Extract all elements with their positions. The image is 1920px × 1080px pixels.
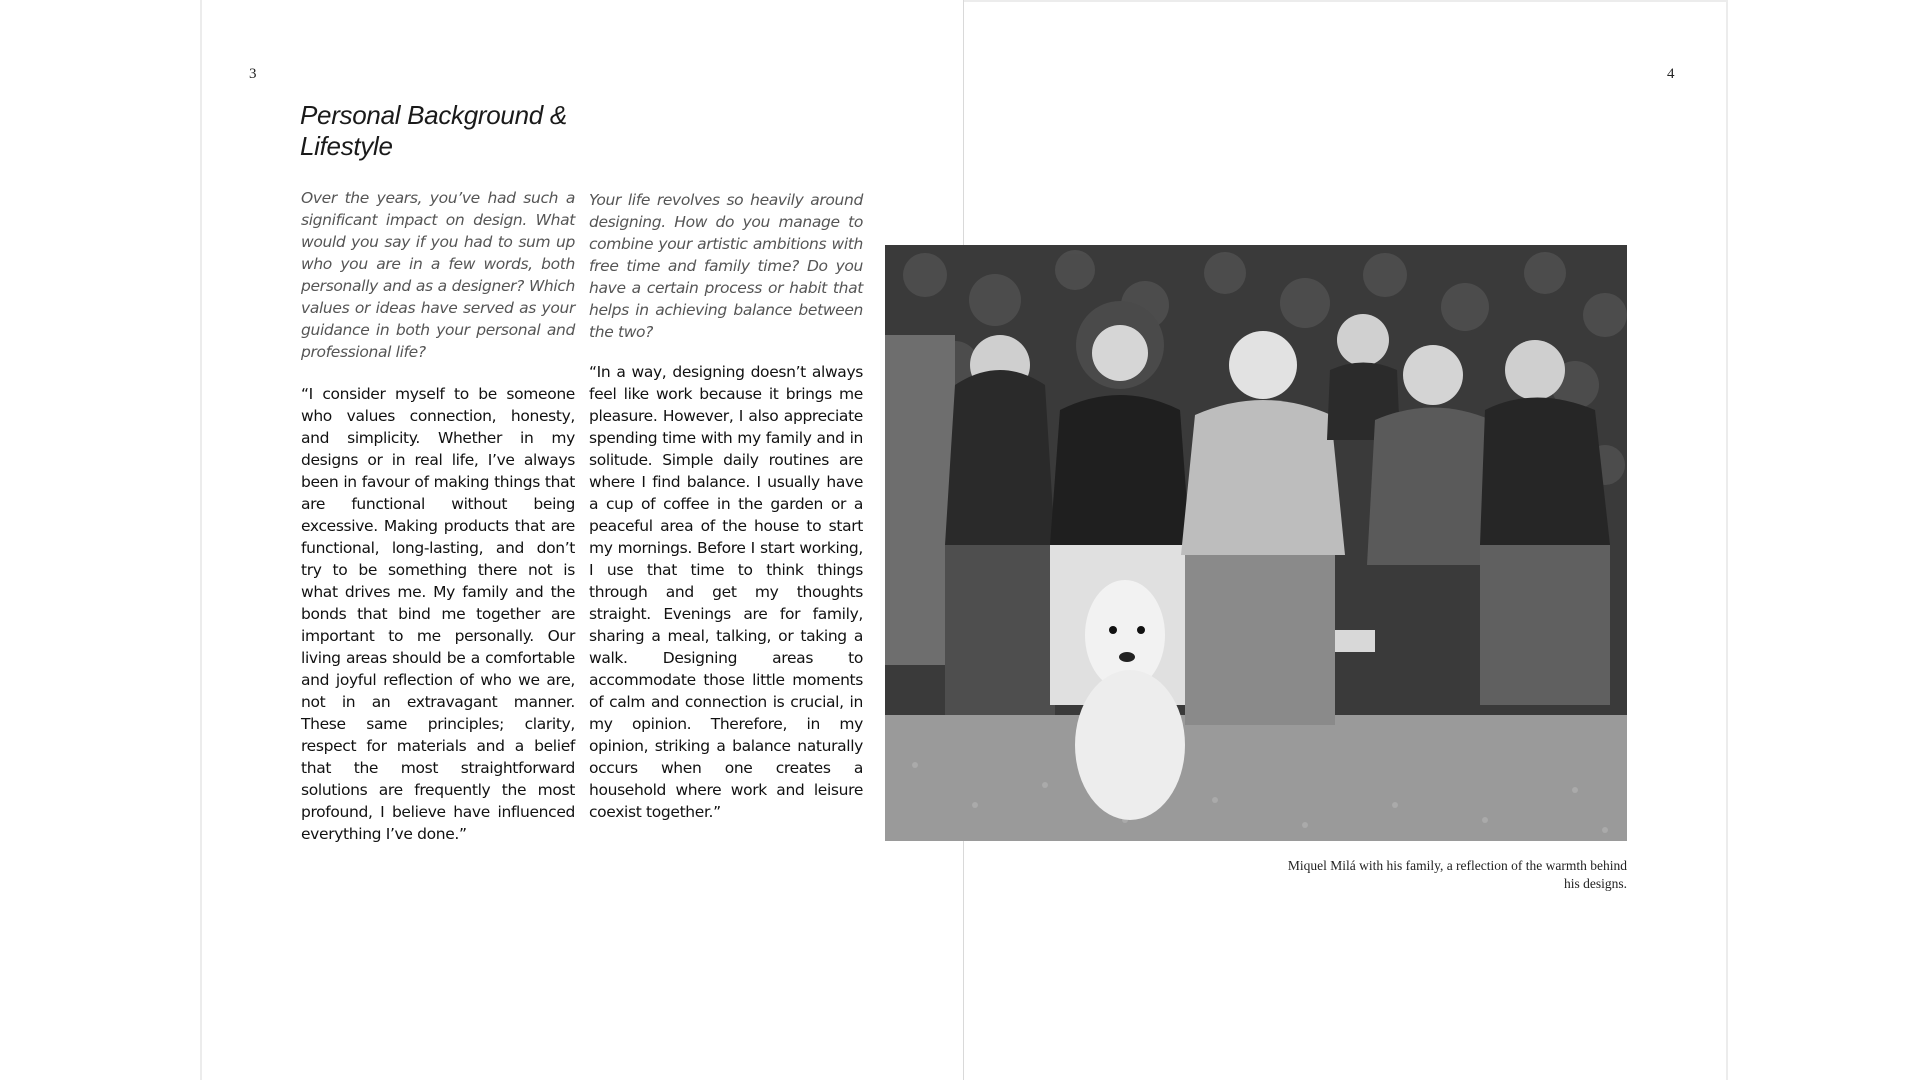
question-1: Over the years, you’ve had such a significant impact on design. What would you say if you had to sum up who you are in a few words, both personally and as a designer? Which values or ideas have served as your guidance in both your personal and professional life?: [301, 189, 575, 361]
section-title: Personal Background & Lifestyle: [300, 100, 567, 161]
page-number-right: 4: [1667, 66, 1675, 82]
gravel-ground: [885, 715, 1627, 841]
left-page-edge: [200, 0, 202, 1080]
question-2: Your life revolves so heavily around designing. How do you manage to combine your artistic ambitions with free time and family time? Do you have a certain process or habit that helps in achieving balance between the two?: [589, 191, 863, 341]
person-1: [945, 335, 1055, 715]
interview-column-1: [301, 187, 575, 845]
right-page-edge: [1726, 0, 1728, 1080]
page-number-left: 3: [249, 66, 257, 82]
photo-caption: Miquel Milá with his family, a reflection of the warmth behind his designs.: [1287, 858, 1627, 891]
interview-column-2: [589, 189, 863, 823]
family-portrait-photo: [885, 245, 1627, 841]
stone-wall: [885, 335, 955, 665]
answer-1: “I consider myself to be someone who values connection, honesty, and simplicity. Whether in my designs or in real life, I’ve always been in favour of making things that are functional without being excessive. Making products that are functional, long-lasting, and don’t try to be something there not is what drives me. My family and the bonds that bind me together are important to me personally. Our living areas should be a comfortable and joyful reflection of who we are, not in an extravagant manner. These same principles; clarity, respect for materials and a belief that the most straightforward solutions are frequently the most profound, I believe have influenced everything I’ve done.”: [301, 385, 575, 843]
right-page-top-edge: [964, 0, 1726, 2]
family-portrait-illustration: [885, 245, 1627, 841]
answer-2: “In a way, designing doesn’t always feel like work because it brings me pleasure. However, I also appreciate spending time with my family and in solitude. Simple daily routines are where I find balance. I usually have a cup of coffee in the garden or a peaceful area of the house to start my mornings. Before I start working, I use that time to think things through and get my thoughts straight. Evenings are for family, sharing a meal, talking, or taking a walk. Designing areas to accommodate those little moments of calm and connection is crucial, in my opinion. Therefore, in my opinion, striking a balance naturally occurs when one creates a household where work and leisure coexist together.”: [589, 363, 863, 821]
